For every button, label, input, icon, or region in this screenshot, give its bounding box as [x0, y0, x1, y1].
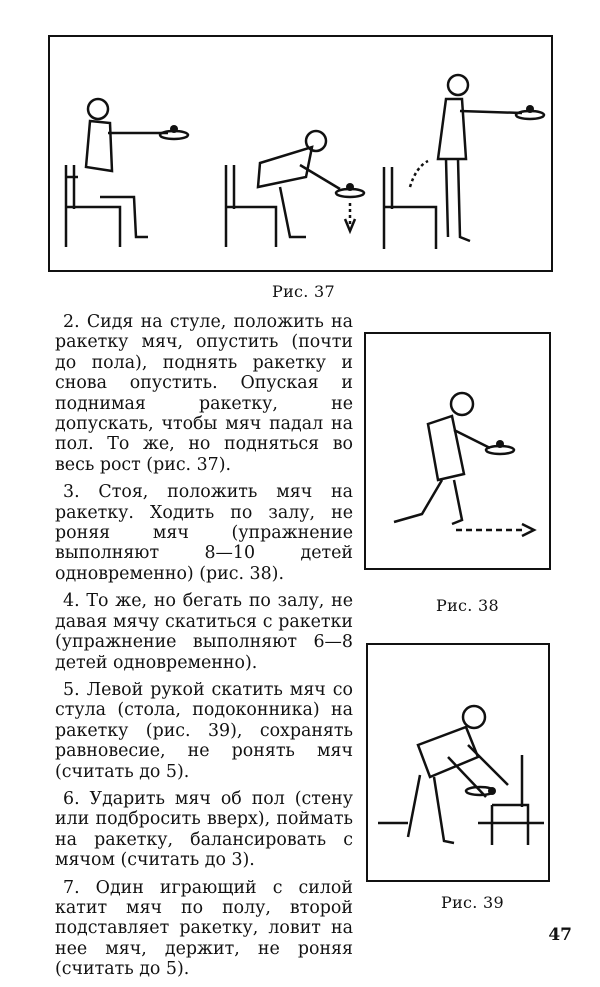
figure-37	[48, 35, 553, 272]
paragraph-2: 2. Сидя на стуле, положить на ракетку мяч, опустить (почти до пола), поднять ракетку и снова опустить. Опуская и поднимая ракетку, не допускать, чтобы мяч падал на пол. То же, но подняться во весь рост (рис. 37).	[55, 312, 353, 475]
figure-39-illustration	[368, 645, 548, 880]
paragraph-4: 4. То же, но бегать по залу, не давая мячу скатиться с ракетки (упражнение выполняют 6—8 детей одновременно).	[55, 591, 353, 673]
figure-39-caption: Рис. 39	[441, 893, 505, 912]
figure-38-illustration	[366, 334, 549, 568]
figure-37-illustration	[50, 37, 551, 270]
body-text	[55, 312, 353, 987]
figure-39	[366, 643, 550, 882]
figure-38	[364, 332, 551, 570]
paragraph-5: 5. Левой рукой скатить мяч со стула (стола, подоконника) на ракетку (рис. 39), сохранять равновесие, не ронять мяч (считать до 5).	[55, 679, 353, 782]
paragraph-6: 6. Ударить мяч об пол (стену или подбросить вверх), поймать на ракетку, балансировать с мячом (считать до 3).	[55, 788, 353, 871]
paragraph-7: 7. Один играющий с силой катит мяч по полу, второй подставляет ракетку, ловит на нее мяч, держит, не роняя (считать до 5).	[55, 877, 353, 980]
figure-37-caption: Рис. 37	[272, 282, 336, 301]
paragraph-3: 3. Стоя, положить мяч на ракетку. Ходить по залу, не роняя мяч (упражнение выполняют 8—10 детей одновременно) (рис. 38).	[55, 482, 353, 584]
page-number: 47	[548, 925, 572, 945]
figure-38-caption: Рис. 38	[436, 596, 500, 615]
